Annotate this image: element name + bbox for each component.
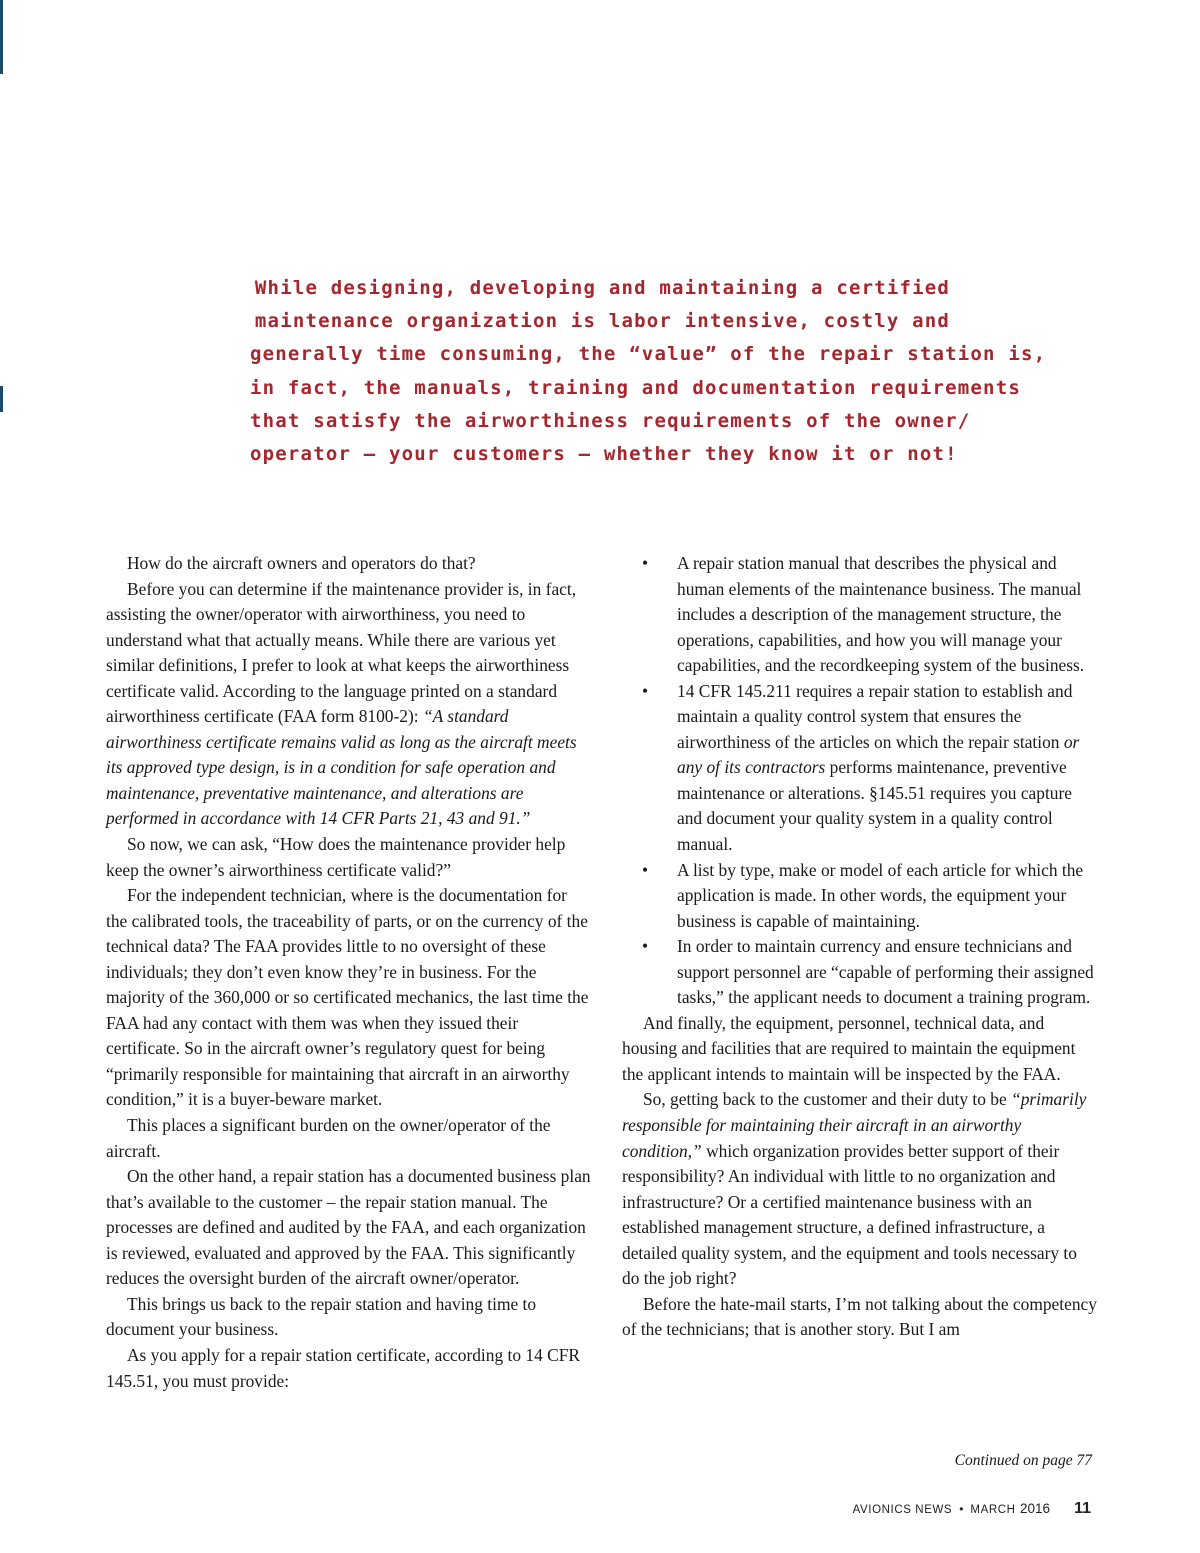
paragraph-text: So, getting back to the customer and their duty to be	[643, 1089, 1012, 1110]
bullet-icon: •	[642, 936, 649, 957]
pull-quote-line: While designing, developing and maintaining a certified	[254, 277, 951, 299]
page-number: 11	[1074, 1500, 1091, 1517]
page-footer	[853, 1500, 1091, 1518]
list-item	[622, 858, 1097, 935]
paragraph: For the independent technician, where is the documentation for the calibrated tools, the traceability of parts, or on the currency of the technical data? The FAA provides little to no oversight of these individuals; they don’t even know they’re in business. For the majority of the 360,000 or so certificated mechanics, the last time the FAA had any contact with them was when they issued their certificate. So in the aircraft owner’s regulatory quest for being “primarily responsible for maintaining that aircraft in an airworthy condition,” it is a buyer-beware market.	[106, 885, 589, 1110]
issue-year: 2016	[1020, 1501, 1051, 1516]
list-item-text: A list by type, make or model of each article for which the application is made. In other words, the equipment your business is capable of maintaining.	[677, 859, 1084, 931]
publication-name: AVIONICS NEWS	[852, 1504, 953, 1516]
right-column	[622, 551, 1097, 1343]
paragraph: This brings us back to the repair station and having time to document your business.	[106, 1293, 537, 1340]
separator-icon: •	[959, 1502, 964, 1516]
bullet-icon: •	[642, 553, 649, 573]
paragraph	[622, 1087, 1097, 1291]
pull-quote-line: that satisfy the airworthiness requirements of the owner/	[250, 409, 971, 432]
list-item-text: performs maintenance, preventive maintenance or alterations. §145.51 requires you capture and document your quality system in a quality control manual.	[677, 757, 1073, 855]
pull-quote-line: operator – your customers – whether they know it or not!	[250, 443, 958, 466]
left-column	[106, 551, 592, 1394]
paragraph: As you apply for a repair station certificate, according to 14 CFR 145.51, you must provide:	[106, 1344, 580, 1391]
paragraph: On the other hand, a repair station has a documented business plan that’s available to the customer – the repair station manual. The processes are defined and audited by the FAA, and each organization is reviewed, evaluated and approved by the FAA. This significantly reduces the oversight burden of the aircraft owner/operator.	[106, 1166, 591, 1289]
paragraph	[106, 577, 592, 832]
paragraph: How do the aircraft owners and operators do that?	[127, 553, 476, 573]
list-item-text: A repair station manual that describes the physical and human elements of the maintenance business. The manual includes a description of the management structure, the operations, capabilities, and how you will manage your capabilities, and the recordkeeping system of the business.	[677, 553, 1085, 676]
bullet-icon: •	[642, 859, 649, 880]
list-item	[622, 934, 1097, 1011]
edge-tab-mark	[0, 386, 3, 412]
bullet-icon: •	[642, 680, 649, 701]
paragraph-text: which organization provides better support of their responsibility? An individual with little to no organization and infrastructure? Or a certified maintenance business with an established management structure, a defined infrastructure, a detailed quality system, and the equipment and tools necessary to do the job right?	[622, 1140, 1077, 1289]
list-item-emphasis: or any of its contractors	[677, 731, 1080, 778]
paragraph: This places a significant burden on the owner/operator of the aircraft.	[106, 1115, 551, 1161]
pull-quote-line: in fact, the manuals, training and documentation requirements	[250, 376, 1021, 399]
list-item-text: In order to maintain currency and ensure technicians and support personnel are “capable of performing their assigned tasks,” the applicant needs to document a training program.	[677, 936, 1094, 1008]
paragraph: And finally, the equipment, personnel, technical data, and housing and facilities that are required to maintain the equipment the applicant intends to maintain will be inspected by the FAA.	[622, 1012, 1076, 1084]
certificate-quote: “A standard airworthiness certificate remains valid as long as the aircraft meets its approved type design, is in a condition for safe operation and maintenance, preventative maintenance, and alterations are performed in accordance with 14 CFR Parts 21, 43 and 91.”	[106, 706, 577, 829]
paragraph: Before the hate-mail starts, I’m not talking about the competency of the technicians; that is another story. But I am	[622, 1293, 1097, 1340]
issue-month: MARCH	[970, 1504, 1016, 1516]
paragraph: So now, we can ask, “How does the maintenance provider help keep the owner’s airworthiness certificate valid?”	[106, 834, 566, 880]
edge-tab-mark	[0, 0, 3, 74]
list-item-text: 14 CFR 145.211 requires a repair station to establish and maintain a quality control system that ensures the airworthiness of the articles on which the repair station	[677, 680, 1073, 752]
pull-quote-line: maintenance organization is labor intensive, costly and	[254, 310, 951, 333]
list-item	[622, 679, 1097, 858]
paragraph-text: Before you can determine if the maintenance provider is, in fact, assisting the owner/operator with airworthiness, you need to understand what that actually means. While there are various yet similar definitions, I prefer to look at what keeps the airworthiness certificate valid. According to the language printed on a standard airworthiness certificate (FAA form 8100-2):	[106, 578, 577, 727]
continued-note: Continued on page 77	[954, 1452, 1092, 1469]
pull-quote	[250, 272, 1047, 471]
pull-quote-line: generally time consuming, the “value” of the repair station is,	[250, 343, 1047, 366]
requirements-list	[622, 551, 1097, 1011]
paragraph-emphasis: “primarily responsible for maintaining their aircraft in an airworthy condition,”	[622, 1089, 1087, 1161]
list-item	[622, 551, 1097, 679]
